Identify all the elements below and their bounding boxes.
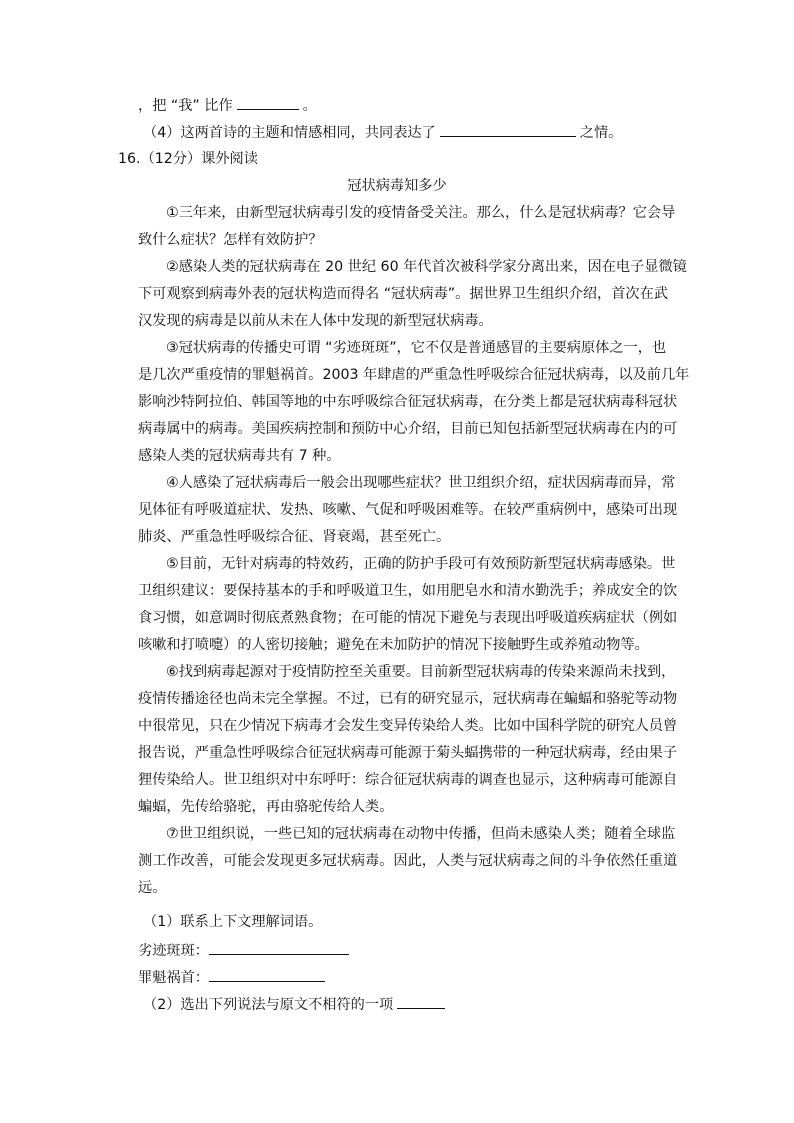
answer-blank-term2[interactable] (209, 967, 325, 982)
term1-line (138, 940, 353, 961)
article-paragraph-6-line-1: ⑥找到病毒起源对于疫情防控至关重要。目前新型冠状病毒的传染来源尚未找到， (166, 664, 676, 680)
article-paragraph-3-line-3: 影响沙特阿拉伯、韩国等地的中东呼吸综合征冠状病毒，在分类上都是冠状病毒科冠状 (138, 394, 678, 410)
article-paragraph-1-line-1: ①三年来，由新型冠状病毒引发的疫情备受关注。那么，什么是冠状病毒？它会导 (166, 205, 676, 221)
article-paragraph-6-line-5: 狸传染给人。世卫组织对中东呼吁：综合征冠状病毒的调查也显示，这种病毒可能源自 (138, 772, 678, 788)
article-paragraph-2-line-1: ②感染人类的冠状病毒在 20 世纪 60 年代首次被科学家分离出来，因在电子显微镜 (166, 259, 687, 275)
article-paragraph-7-line-1: ⑦世卫组织说，一些已知的冠状病毒在动物中传播，但尚未感染人类；随着全球监 (166, 826, 676, 842)
article-paragraph-3-line-1: ③冠状病毒的传播史可谓 “劣迹斑斑”，它不仅是普通感冒的主要病原体之一，也 (166, 340, 667, 356)
article-paragraph-6-line-2: 疫情传播途径也尚未完全掌握。不过，已有的研究显示，冠状病毒在蝙蝠和骆驼等动物 (138, 691, 678, 707)
article-paragraph-2-line-3: 汉发现的病毒是以前从未在人体中发现的新型冠状病毒。 (138, 313, 493, 329)
article-title: 冠状病毒知多少 (347, 178, 447, 194)
article-paragraph-6-line-4: 报告说，严重急性呼吸综合征冠状病毒可能源于菊头蝠携带的一种冠状病毒，经由果子 (138, 745, 678, 761)
article-paragraph-4-line-3: 肺炎、严重急性呼吸综合征、肾衰竭，甚至死亡。 (138, 529, 451, 545)
article-paragraph-5-line-2: 卫组织建议：要保持基本的手和呼吸道卫生，如用肥皂水和清水勤洗手；养成安全的饮 (138, 583, 678, 599)
article-paragraph-6-line-3: 中很常见，只在少情况下病毒才会发生变异传染给人类。比如中国科学院的研究人员曾 (138, 718, 678, 734)
answer-blank-choice[interactable] (397, 994, 445, 1009)
term1-label: 劣迹斑斑： (138, 943, 209, 959)
article-paragraph-3-line-4: 病毒属中的病毒。美国疾病控制和预防中心介绍，目前已知包括新型冠状病毒在内的可 (138, 421, 678, 437)
prior-question-q4 (143, 122, 622, 143)
answer-blank-q4[interactable] (440, 122, 576, 137)
article-paragraph-5-line-4: 咳嗽和打喷嚏）的人密切接触；避免在未加防护的情况下接触野生或养殖动物等。 (138, 637, 649, 653)
term2-line (138, 967, 329, 988)
article-paragraph-7-line-3: 远。 (138, 880, 167, 896)
prior-question-line1-suffix: 。 (302, 98, 317, 114)
term2-label: 罪魁祸首： (138, 970, 209, 986)
article-paragraph-1-line-2: 致什么症状？怎样有效防护？ (138, 232, 323, 248)
article-paragraph-4-line-2: 见体征有呼吸道症状、发热、咳嗽、气促和呼吸困难等。在较严重病例中，感染可出现 (138, 502, 678, 518)
article-paragraph-2-line-2: 下可观察到病毒外表的冠状构造而得名 “冠状病毒”。据世界卫生组织介绍，首次在武 (138, 286, 668, 302)
answer-blank-term1[interactable] (209, 940, 349, 955)
question16-header: 16.（12分）课外阅读 (118, 151, 258, 167)
sub-question-2-text: （2）选出下列说法与原文不相符的一项 (143, 997, 394, 1013)
article-paragraph-4-line-1: ④人感染了冠状病毒后一般会出现哪些症状？世卫组织介绍，症状因病毒而异，常 (166, 475, 676, 491)
answer-blank-metaphor[interactable] (237, 95, 299, 110)
prior-question-line1-prefix: ，把 “我” 比作 (138, 98, 233, 114)
article-paragraph-6-line-6: 蝙蝠，先传给骆驼，再由骆驼传给人类。 (138, 799, 394, 815)
article-paragraph-5-line-3: 食习惯，如意调时彻底煮熟食物；在可能的情况下避免与表现出呼吸道疾病症状（例如 (138, 610, 678, 626)
article-paragraph-5-line-1: ⑤目前，无针对病毒的特效药，正确的防护手段可有效预防新型冠状病毒感染。世 (166, 556, 676, 572)
article-paragraph-3-line-2: 是几次严重疫情的罪魁祸首。2003 年肆虐的严重急性呼吸综合征冠状病毒，以及前几年 (138, 367, 690, 383)
q4-prefix: （4）这两首诗的主题和情感相同，共同表达了 (143, 125, 436, 141)
sub-question-1: （1）联系上下文理解词语。 (143, 914, 323, 930)
prior-question-line1 (138, 95, 317, 116)
sub-question-2 (143, 994, 449, 1015)
q4-suffix: 之情。 (579, 125, 623, 141)
article-paragraph-7-line-2: 测工作改善，可能会发现更多冠状病毒。因此，人类与冠状病毒之间的斗争依然任重道 (138, 853, 678, 869)
article-paragraph-3-line-5: 感染人类的冠状病毒共有 7 种。 (138, 448, 341, 464)
